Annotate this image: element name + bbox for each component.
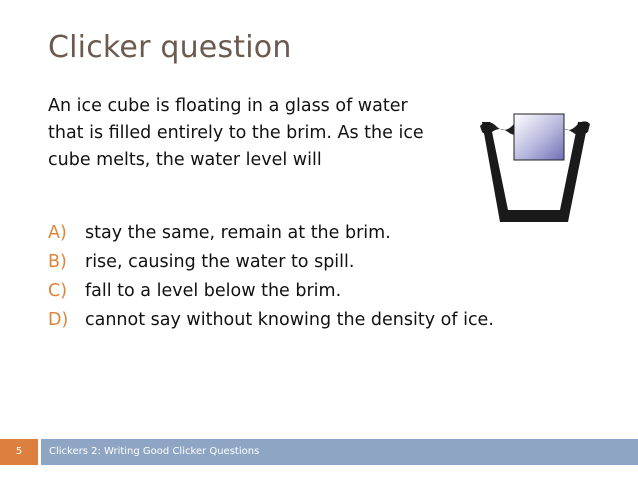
answer-text: fall to a level below the brim. (85, 281, 342, 301)
glass-with-ice-icon (476, 110, 592, 236)
slide-title: Clicker question (48, 30, 292, 65)
question-line: cube melts, the water level will (48, 150, 322, 170)
answer-letter: B) (48, 252, 67, 272)
answer-option-c (48, 277, 494, 306)
slide-number: 5 (0, 439, 38, 465)
answer-option-a (48, 219, 494, 248)
answer-option-b (48, 248, 494, 277)
question-line: An ice cube is floating in a glass of water (48, 96, 408, 116)
glass-illustration (476, 110, 592, 236)
question-line: that is filled entirely to the brim. As the ice (48, 123, 424, 143)
answer-letter: D) (48, 310, 69, 330)
answer-text: cannot say without knowing the density of ice. (85, 310, 494, 330)
answer-option-d (48, 306, 494, 335)
ice-cube-icon (514, 114, 564, 160)
footer-bar (0, 439, 638, 465)
answer-list (48, 219, 494, 335)
answer-text: stay the same, remain at the brim. (85, 223, 391, 243)
question-text (48, 93, 478, 174)
answer-letter: A) (48, 223, 67, 243)
footer-caption: Clickers 2: Writing Good Clicker Questions (41, 439, 638, 465)
answer-letter: C) (48, 281, 68, 301)
answer-text: rise, causing the water to spill. (85, 252, 355, 272)
